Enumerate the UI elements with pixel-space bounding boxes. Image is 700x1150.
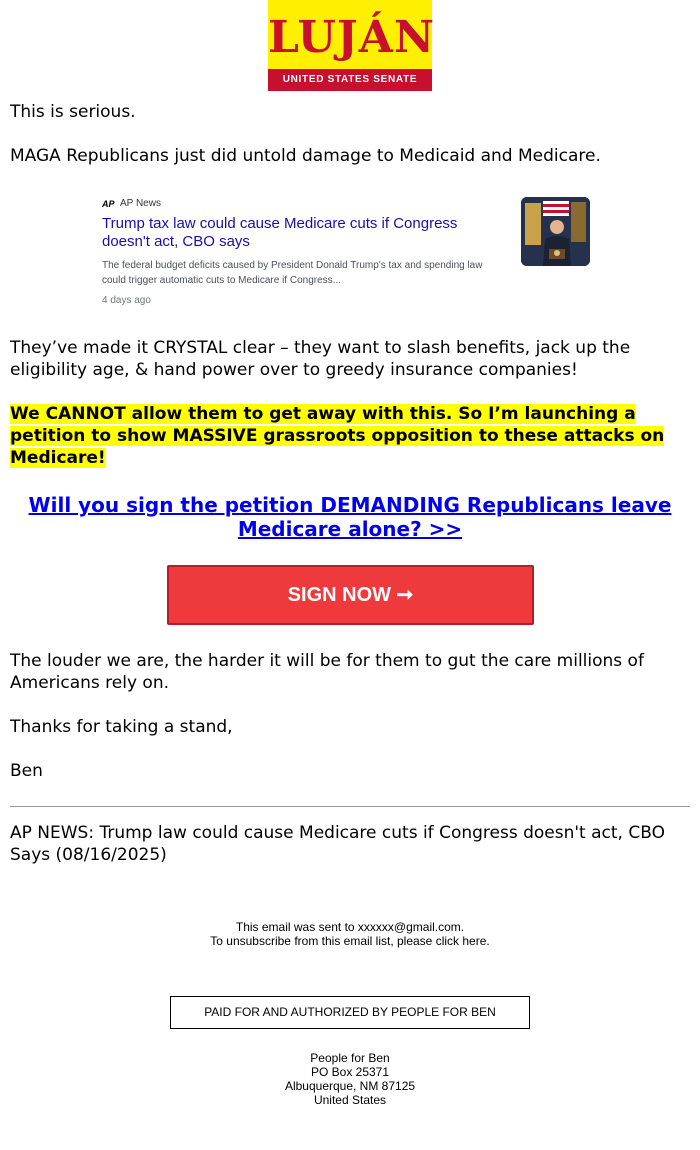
intro-line: This is serious.	[10, 102, 136, 122]
address-line: Albuquerque, NM 87125	[284, 1079, 416, 1093]
petition-link[interactable]: Will you sign the petition DEMANDING Republicans leave Medicare alone? >>	[28, 493, 672, 541]
sign-now-button[interactable]: SIGN NOW ➞	[167, 565, 534, 625]
news-card[interactable]	[100, 197, 592, 312]
lujan-senate-logo	[268, 0, 436, 91]
ap-logo: AP	[102, 199, 115, 209]
signature: Ben	[10, 761, 43, 781]
crystal-clear-paragraph: They’ve made it CRYSTAL clear – they want to slash benefits, jack up the eligibility age, & hand power over to greedy insurance companies!	[10, 338, 631, 380]
news-source: AP News	[120, 198, 161, 209]
paid-for-disclaimer: PAID FOR AND AUTHORIZED BY PEOPLE FOR BEN	[170, 996, 530, 1029]
news-description: The federal budget deficits caused by President Donald Trump's tax and spending law could trigger automatic cuts to Medicare if Congress...	[102, 260, 483, 286]
address-line: People for Ben	[310, 1051, 390, 1065]
divider	[10, 806, 690, 807]
address-line: United States	[313, 1093, 387, 1107]
unsubscribe-link[interactable]: To unsubscribe from this email list, please click here.	[210, 934, 490, 948]
logo-subtitle: UNITED STATES SENATE	[268, 69, 432, 91]
louder-paragraph: The louder we are, the harder it will be for them to gut the care millions of Americans rely on.	[10, 651, 644, 693]
highlighted-callout: We CANNOT allow them to get away with this. So I’m launching a petition to show MASSIVE grassroots opposition to these attacks on Medicare!	[10, 404, 665, 468]
news-photo-icon[interactable]	[521, 197, 590, 266]
logo-name: LUJÁN	[268, 12, 436, 63]
sent-to-line: This email was sent to xxxxxx@gmail.com.	[235, 920, 465, 934]
source-note: AP NEWS: Trump law could cause Medicare cuts if Congress doesn't act, CBO Says (08/16/2025)	[10, 823, 665, 865]
damage-line: MAGA Republicans just did untold damage to Medicaid and Medicare.	[10, 146, 601, 166]
address-line: PO Box 25371	[310, 1065, 390, 1079]
news-age: 4 days ago	[102, 295, 151, 306]
news-title[interactable]: Trump tax law could cause Medicare cuts if Congress doesn't act, CBO says	[102, 215, 458, 250]
signoff-line: Thanks for taking a stand,	[10, 717, 233, 737]
